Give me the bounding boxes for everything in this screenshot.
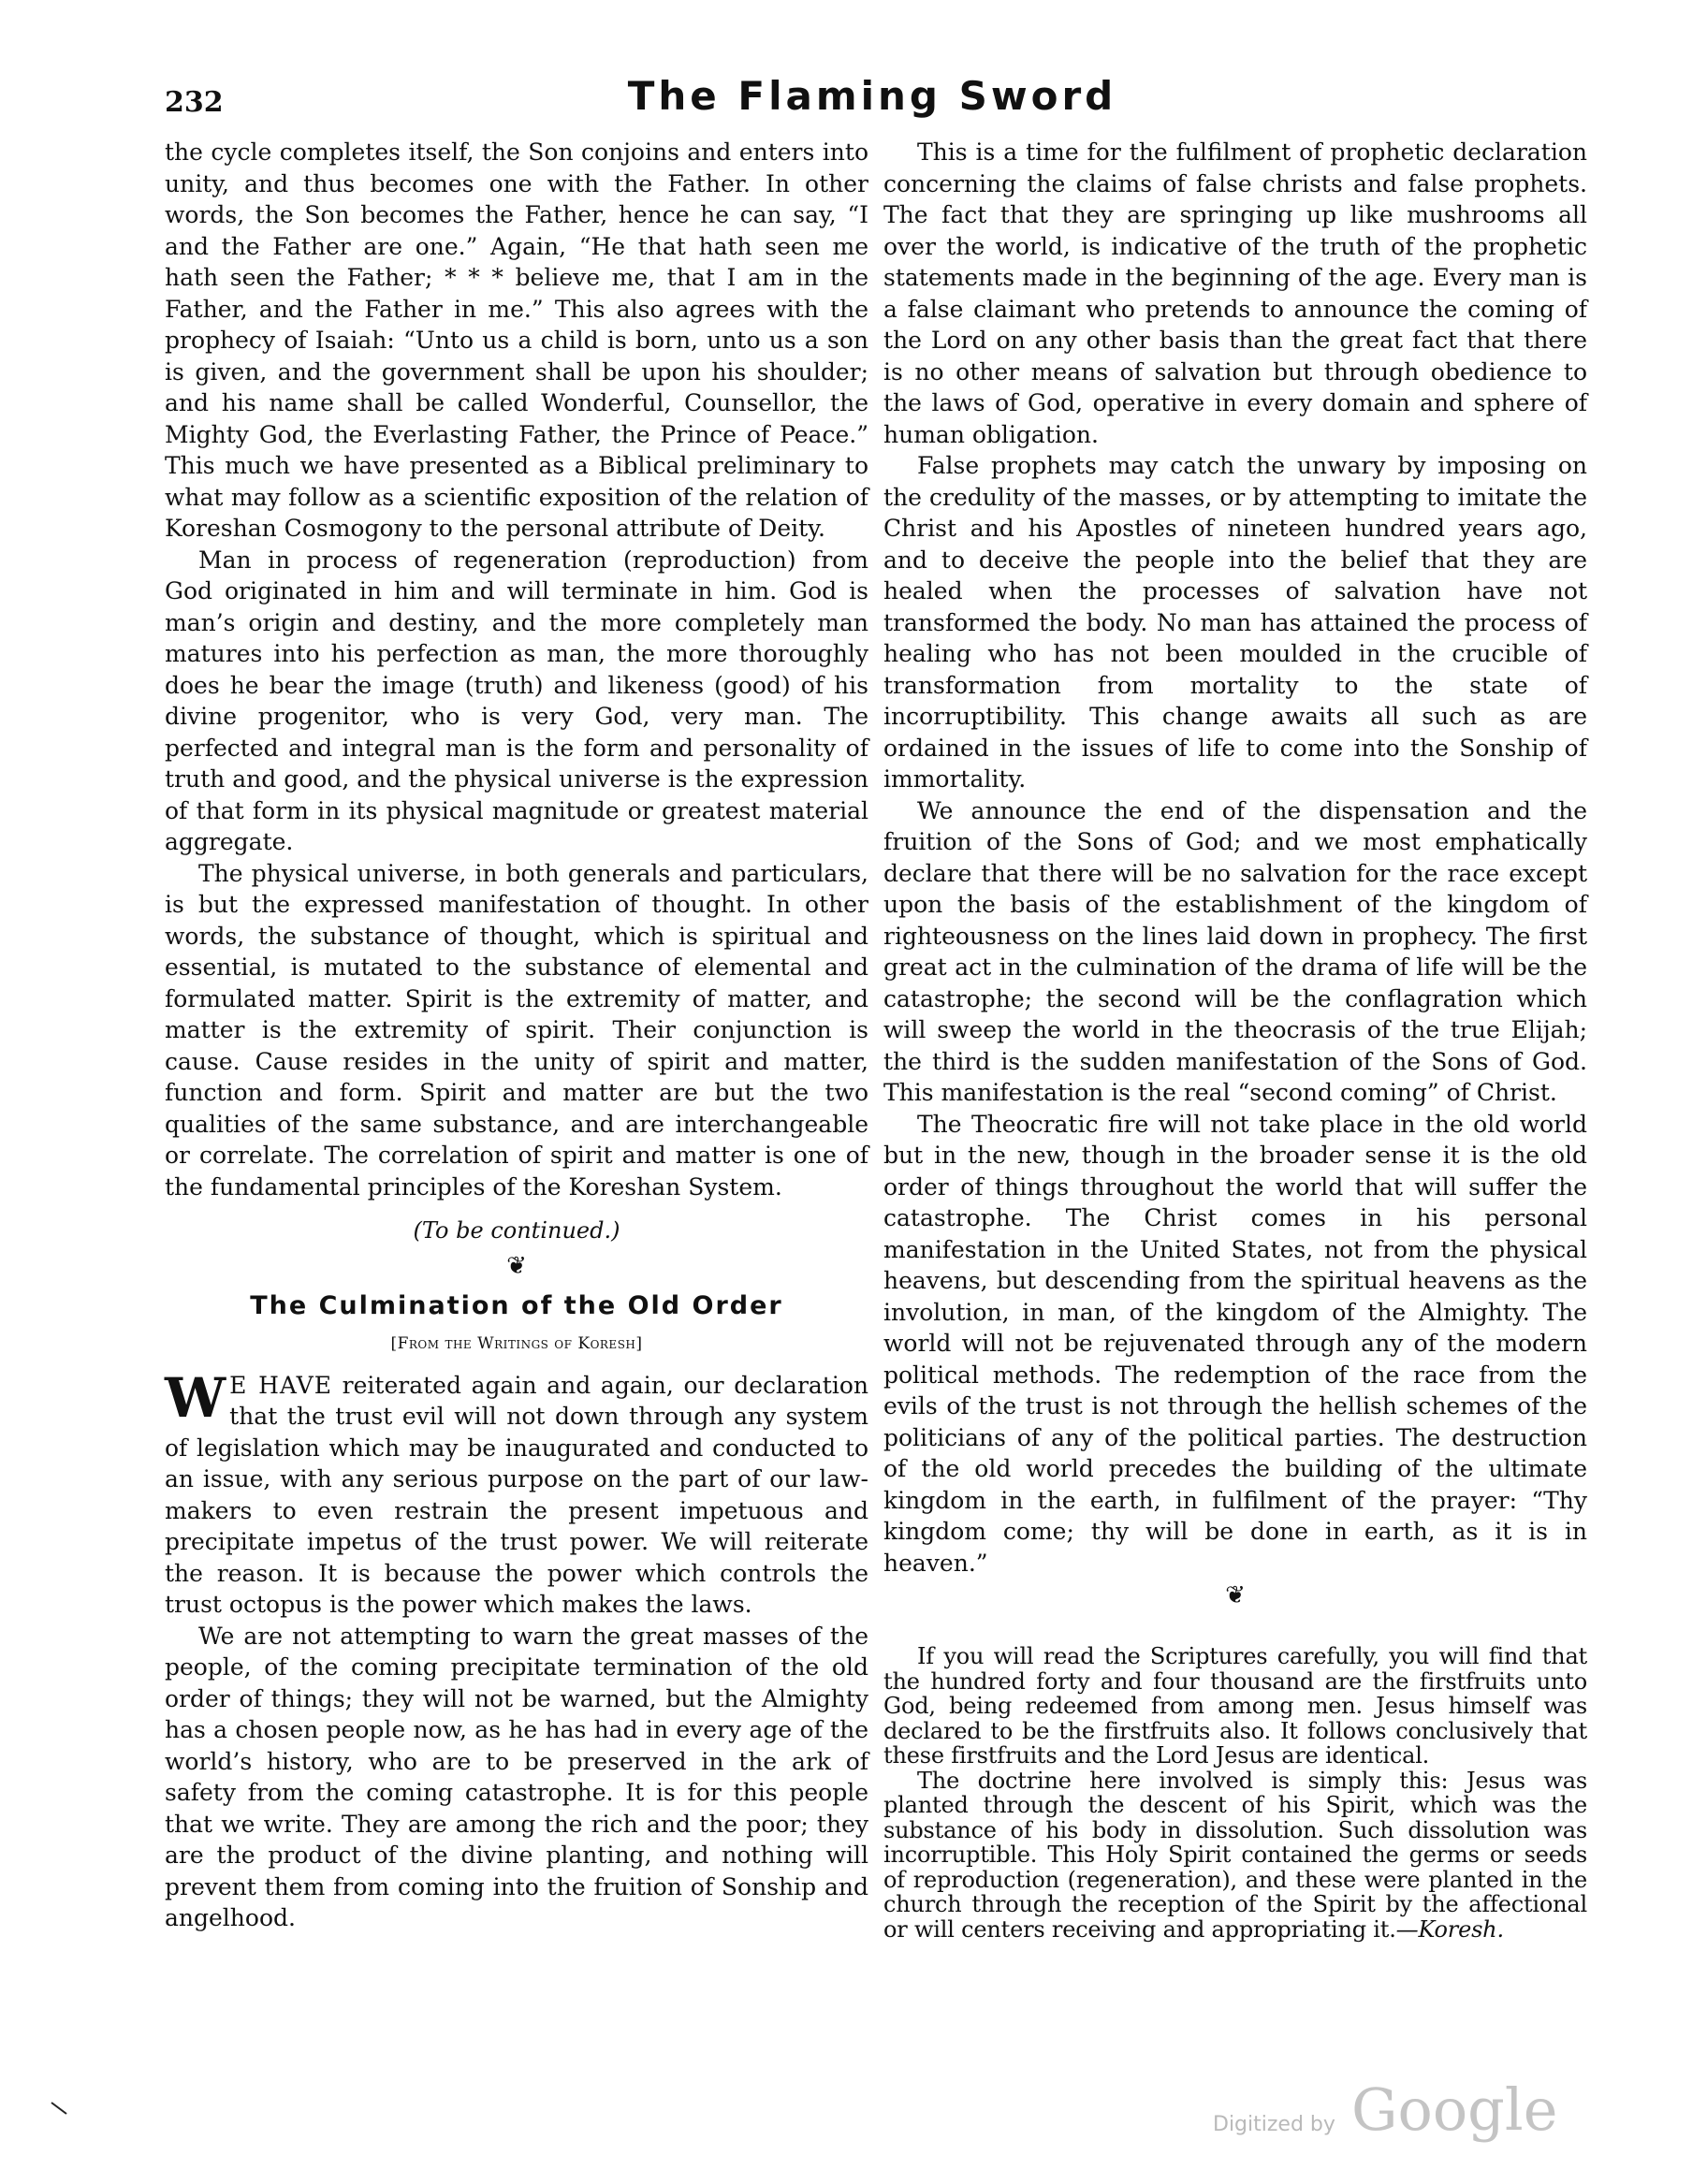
fleuron-ornament: ❦: [1225, 1581, 1246, 1609]
body-paragraph: Man in process of regeneration (reproduction) from God originated in him and will terminate in him. God is man’s origin and destiny, and the more completely man matures into his perfection as man, the more thoroughly does he bear the image (truth) and likeness (good) of his divine progenitor, who is very God, very man. The perfected and integral man is the form and personality of truth and good, and the physical universe is the expression of that form in its physical magnitude or greatest material aggregate.: [165, 546, 868, 855]
body-paragraph: False prophets may catch the unwary by imposing on the credulity of the masses, or by attempting to imitate the Christ and his Apostles of nineteen hundred years ago, and to deceive the people into the belief that they are healed when the processes of salvation have not transformed the body. No man has attained the process of healing who has not been moulded in the crucible of transformation from mortality to the state of incorruptibility. This change awaits all such as are ordained in the issues of life to come into the Sonship of immortality.: [883, 452, 1587, 793]
page-number: 232: [165, 86, 224, 119]
body-paragraph: We announce the end of the dispensation and the fruition of the Sons of God; and we most emphatically declare that there will be no salvation for the race except upon the basis of the establishment of the kingdom of righteousness on the lines laid down in prophecy. The first great act in the culmination of the drama of life will be the catastrophe; the second will be the conflagration which will sweep the world in the theocrasis of the true Elijah; the third is the sudden manifestation of the Sons of God. This manifestation is the real “second coming” of Christ.: [883, 796, 1587, 1106]
body-paragraph: This is a time for the fulfilment of prophetic declaration concerning the claims of false christs and false prophets. The fact that they are springing up like mushrooms all over the world, is indicative of the truth of the prophetic statements made in the beginning of the age. Every man is a false claimant who pretends to announce the coming of the Lord on any other basis than the great fact that there is no other means of salvation but through obedience to the laws of God, operative in every domain and sphere of human obligation.: [883, 138, 1587, 448]
digitized-by-label: Digitized by: [1213, 2113, 1335, 2136]
journal-title: The Flaming Sword: [627, 73, 1117, 119]
body-paragraph: The physical universe, in both generals and particulars, is but the expressed manifestation of thought. In other words, the substance of thought, which is spiritual and essential, is mutated to the substance of elemental and formulated matter. Spirit is the extremity of matter, and matter is the extremity of spirit. Their conjunction is cause. Cause resides in the unity of spirit and matter, function and form. Spirit and matter are but the two qualities of the same substance, and are interchangeable or correlate. The correlation of spirit and matter is one of the fundamental principles of the Koreshan System.: [165, 859, 868, 1201]
lead-caps: E HAVE: [229, 1371, 332, 1399]
right-column: [883, 137, 1587, 1942]
lead-text: reiterated again and again, our declaration that the trust evil will not down through any system of legislation which may be inaugurated and conducted to an issue, with any serious purpose on the part of our law-makers to even restrain the present impetuous and precipitate impetus of the trust power. We will reiterate the reason. It is because the power which controls the trust octopus is the power which makes the laws.: [165, 1371, 868, 1618]
body-paragraph: We are not attempting to warn the great masses of the people, of the coming precipitate termination of the old order of things; they will not be warned, but the Almighty has a chosen people now, as he has had in every age of the world’s history, who are to be preserved in the ark of safety from the coming catastrophe. It is for this people that we write. They are among the rich and the poor; they are the product of the divine planting, and nothing will prevent them from coming into the fruition of Sonship and angelhood.: [165, 1622, 868, 1931]
section-spacer: [883, 1612, 1587, 1644]
left-column: [165, 137, 868, 1934]
small-paragraph: [883, 1769, 1587, 1943]
source-note: [From the Writings of Koresh]: [390, 1334, 643, 1353]
small-paragraph: If you will read the Scriptures carefully, you will find that the hundred forty and four thousand are the firstfruits unto God, being redeemed from among men. Jesus himself was declared to be the firstfruits also. It follows conclusively that these firstfruits and the Lord Jesus are identical.: [883, 1643, 1587, 1769]
digitized-watermark: [1213, 2075, 1558, 2147]
continuation-paragraph: the cycle completes itself, the Son conjoins and enters into unity, and thus becomes one with the Father. In other words, the Son becomes the Father, hence he can say, “I and the Father are one.” Again, “He that hath seen me hath seen the Father; * * * believe me, that I am in the Father, and the Father in me.” This also agrees with the prophecy of Isaiah: “Unto us a child is born, unto us a son is given, and the government shall be upon his shoulder; and his name shall be called Wonderful, Counsellor, the Mighty God, the Everlasting Father, the Prince of Peace.” This much we have presented as a Biblical preliminary to what may follow as a scientific exposition of the relation of Koreshan Cosmogony to the personal attribute of Deity.: [165, 138, 868, 542]
continued-note: (To be continued.): [413, 1217, 620, 1244]
lead-paragraph: [165, 1365, 868, 1621]
stray-pen-mark: [51, 2102, 67, 2115]
drop-cap: W: [165, 1365, 226, 1430]
google-logo: Google: [1351, 2075, 1558, 2144]
running-head: [165, 73, 1580, 129]
body-paragraph: The Theocratic fire will not take place in the old world but in the new, though in the broader sense it is the old order of things throughout the world that will suffer the catastrophe. The Christ comes in his personal manifestation in the United States, not from the physical heavens, but descending from the spiritual heavens as the involution, in man, of the kingdom of the Almighty. The world will not be rejuvenated through any of the modern political methods. The redemption of the race from the evils of the trust is not through the hellish schemes of the politicians of any of the political parties. The destruction of the old world precedes the building of the ultimate kingdom in the earth, in fulfilment of the prayer: “Thy kingdom come; thy will be done in earth, as it is in heaven.”: [883, 1110, 1587, 1577]
signature: —Koresh.: [1395, 1915, 1504, 1943]
fleuron-ornament: ❦: [506, 1251, 527, 1280]
article-heading: The Culmination of the Old Order: [250, 1290, 783, 1320]
small-paragraph-text: The doctrine here involved is simply this: Jesus was planted through the descent of his Spirit, which was the substance of his body in dissolution. Such dissolution was incorruptible. This Holy Spirit contained the germs or seeds of reproduction (regeneration), and these were planted in the church through the reception of the Spirit by the affectional or will centers receiving and appropriating it.: [883, 1767, 1587, 1943]
